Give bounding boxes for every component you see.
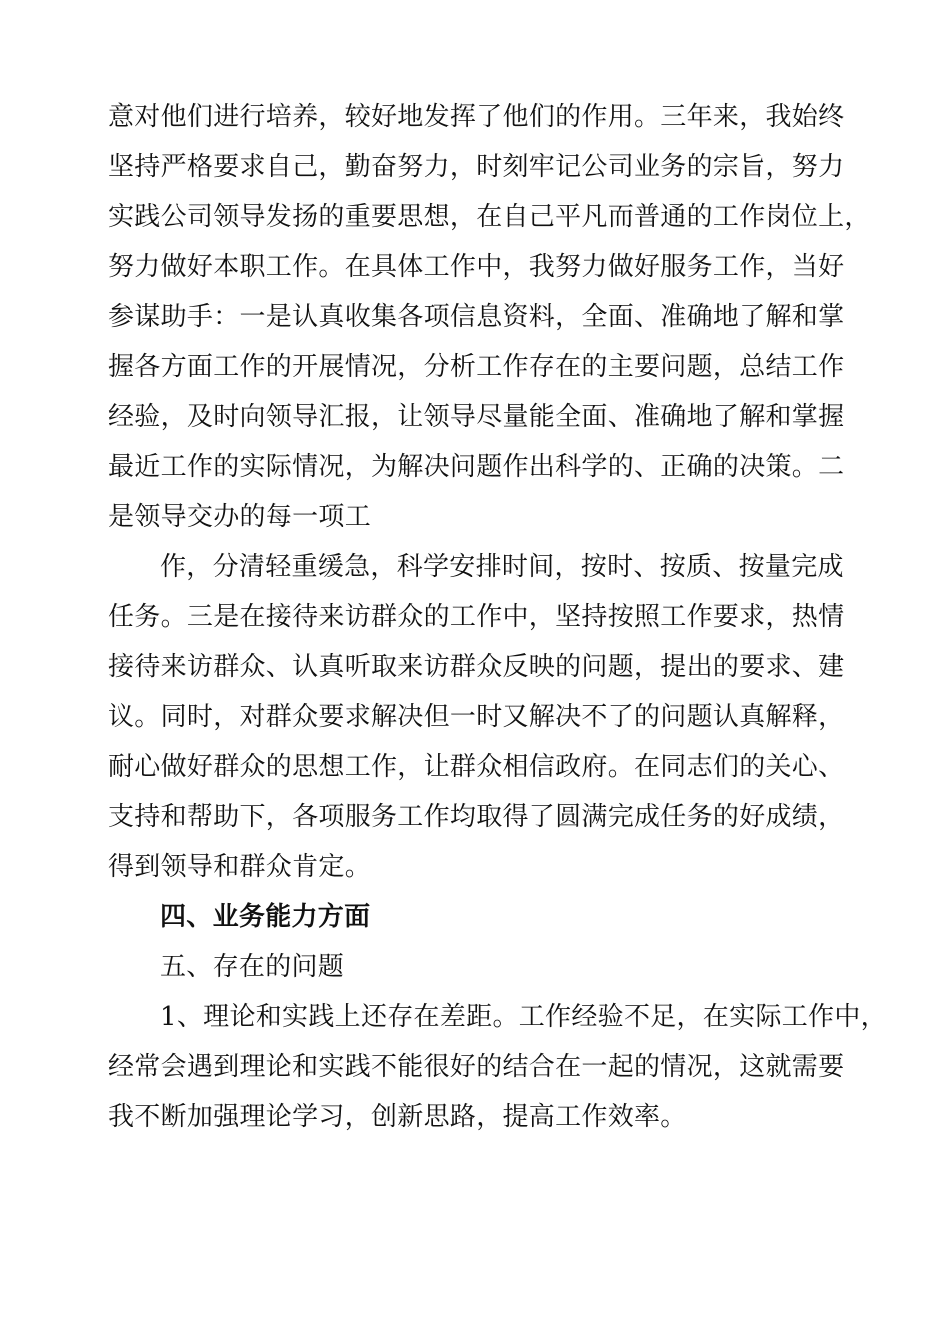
paragraph3-line: 我不断加强理论学习，创新思路，提高工作效率。 xyxy=(108,1102,687,1132)
paragraph2-line: 支持和帮助下，各项服务工作均取得了圆满完成任务的好成绩， xyxy=(108,802,845,832)
paragraph3-line: 1、理论和实践上还存在差距。工作经验不足，在实际工作中， xyxy=(160,1002,887,1032)
paragraph2-line: 任务。三是在接待来访群众的工作中，坚持按照工作要求，热情 xyxy=(108,602,845,632)
paragraph3-line: 经常会遇到理论和实践不能很好的结合在一起的情况，这就需要 xyxy=(108,1052,845,1082)
paragraph2-line: 作，分清轻重缓急，科学安排时间，按时、按质、按量完成 xyxy=(160,552,844,582)
paragraph1-line: 实践公司领导发扬的重要思想，在自己平凡而普通的工作岗位上， xyxy=(108,202,871,232)
section-heading-4: 四、业务能力方面 xyxy=(160,902,371,932)
paragraph2-line: 议。同时，对群众要求解决但一时又解决不了的问题认真解释， xyxy=(108,702,845,732)
paragraph2-line: 耐心做好群众的思想工作，让群众相信政府。在同志们的关心、 xyxy=(108,752,845,782)
paragraph1-line: 意对他们进行培养，较好地发挥了他们的作用。三年来，我始终 xyxy=(108,102,845,132)
paragraph1-line: 经验，及时向领导汇报，让领导尽量能全面、准确地了解和掌握 xyxy=(108,402,845,432)
paragraph2-line: 得到领导和群众肯定。 xyxy=(108,852,372,882)
paragraph1-line: 握各方面工作的开展情况，分析工作存在的主要问题，总结工作 xyxy=(108,352,845,382)
section-heading-5: 五、存在的问题 xyxy=(160,952,345,982)
paragraph1-line: 最近工作的实际情况，为解决问题作出科学的、正确的决策。二 xyxy=(108,452,845,482)
paragraph1-line: 参谋助手：一是认真收集各项信息资料，全面、准确地了解和掌 xyxy=(108,302,845,332)
paragraph1-line: 坚持严格要求自己，勤奋努力，时刻牢记公司业务的宗旨，努力 xyxy=(108,152,845,182)
paragraph1-line: 努力做好本职工作。在具体工作中，我努力做好服务工作，当好 xyxy=(108,252,845,282)
paragraph1-line: 是领导交办的每一项工 xyxy=(108,502,372,532)
paragraph2-line: 接待来访群众、认真听取来访群众反映的问题，提出的要求、建 xyxy=(108,652,845,682)
